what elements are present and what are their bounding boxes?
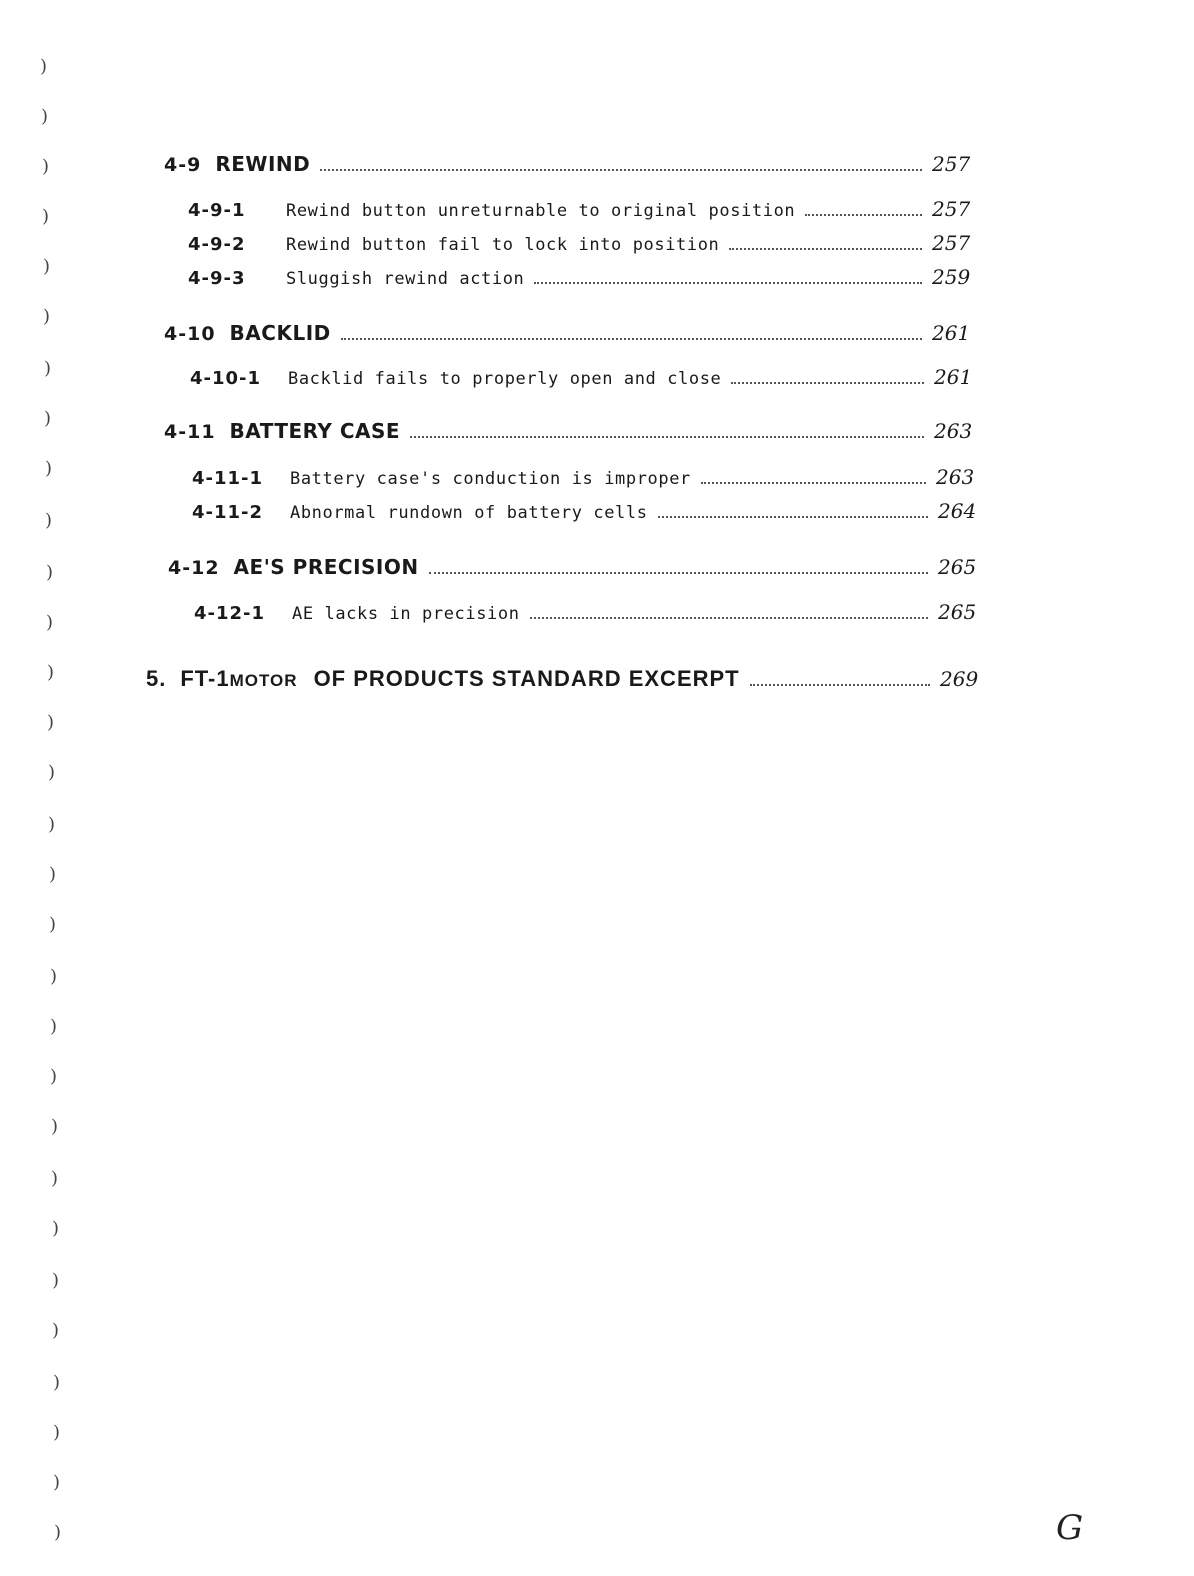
dot-leader [750,683,930,686]
section-number: 4-9 [164,154,202,176]
binding-hole: ) [40,56,48,77]
toc-section-row [168,555,978,579]
binding-hole: ) [47,662,55,683]
item-number: 4-9-2 [188,234,246,255]
toc-chapter-row [146,666,980,692]
binding-hole: ) [44,358,52,379]
item-number: 4-11-2 [192,502,264,523]
binding-hole: ) [51,1168,59,1189]
toc-section-row [164,419,974,443]
item-title: AE lacks in precision [292,604,520,624]
binding-hole: ) [50,1016,58,1037]
page-number: 264 [938,499,977,523]
page-number: 265 [938,555,977,579]
page-number: 263 [936,465,975,489]
toc-item-row [190,365,974,389]
binding-hole: ) [47,712,55,733]
binding-hole: ) [54,1522,62,1543]
item-title: Sluggish rewind action [286,269,525,289]
item-number: 4-10-1 [190,368,262,389]
item-title: Rewind button unreturnable to original position [286,201,796,221]
dot-leader [320,168,922,171]
binding-hole: ) [50,966,58,987]
dot-leader [429,571,928,574]
toc-item-row [188,265,972,289]
binding-hole: ) [51,1116,59,1137]
page-number: 261 [934,365,973,389]
binding-hole: ) [43,256,51,277]
binding-hole: ) [45,510,53,531]
page-number: 257 [932,231,971,255]
toc-item-row [194,600,978,624]
binding-hole: ) [53,1422,61,1443]
toc-item-row [188,231,972,255]
binding-hole: ) [46,562,54,583]
item-title: Rewind button fail to lock into position [286,235,720,255]
dot-leader [341,337,922,340]
item-number: 4-11-1 [192,468,264,489]
binding-hole: ) [48,814,56,835]
page-number: 269 [940,667,979,691]
chapter-number: 5. [146,666,167,691]
chapter-prefix-small: MOTOR [229,671,298,690]
page-number: 265 [938,600,977,624]
page-number: 263 [934,419,973,443]
dot-leader [731,381,924,384]
dot-leader [534,281,922,284]
item-title: Battery case's conduction is improper [290,469,691,489]
section-number: 4-10 [164,323,216,345]
binding-hole: ) [44,408,52,429]
toc-section-row [164,321,972,345]
binding-hole: ) [46,612,54,633]
chapter-prefix: FT-1 [180,666,230,691]
binding-hole: ) [52,1218,60,1239]
binding-hole: ) [53,1372,61,1393]
section-title: BATTERY CASE [229,419,401,443]
section-title: REWIND [215,152,311,176]
binding-hole: ) [41,106,49,127]
toc-item-row [188,197,972,221]
item-title: Backlid fails to properly open and close [288,369,722,389]
section-title: BACKLID [229,321,331,345]
binding-hole: ) [52,1320,60,1341]
binding-hole: ) [49,864,57,885]
page-number: 259 [932,265,971,289]
binding-hole: ) [42,156,50,177]
item-number: 4-9-3 [188,268,246,289]
binding-hole: ) [49,914,57,935]
page-number: 257 [932,197,971,221]
binding-hole: ) [43,306,51,327]
binding-hole: ) [42,206,50,227]
page-number: 261 [932,321,971,345]
dot-leader [805,213,922,216]
binding-hole: ) [53,1472,61,1493]
page-folio: G [1056,1508,1084,1548]
item-number: 4-12-1 [194,603,266,624]
binding-hole: ) [48,762,56,783]
dot-leader [658,515,928,518]
dot-leader [729,247,922,250]
section-number: 4-12 [168,557,220,579]
item-title: Abnormal rundown of battery cells [290,503,648,523]
section-number: 4-11 [164,421,216,443]
page-number: 257 [932,152,971,176]
binding-hole: ) [45,458,53,479]
dot-leader [530,616,928,619]
toc-item-row [192,499,978,523]
section-title: AE'S PRECISION [233,555,419,579]
chapter-title: OF PRODUCTS STANDARD EXCERPT [313,666,740,691]
item-number: 4-9-1 [188,200,246,221]
toc-item-row [192,465,976,489]
toc-section-row [164,152,972,176]
dot-leader [410,435,924,438]
dot-leader [701,481,926,484]
binding-hole: ) [50,1066,58,1087]
binding-hole: ) [52,1270,60,1291]
